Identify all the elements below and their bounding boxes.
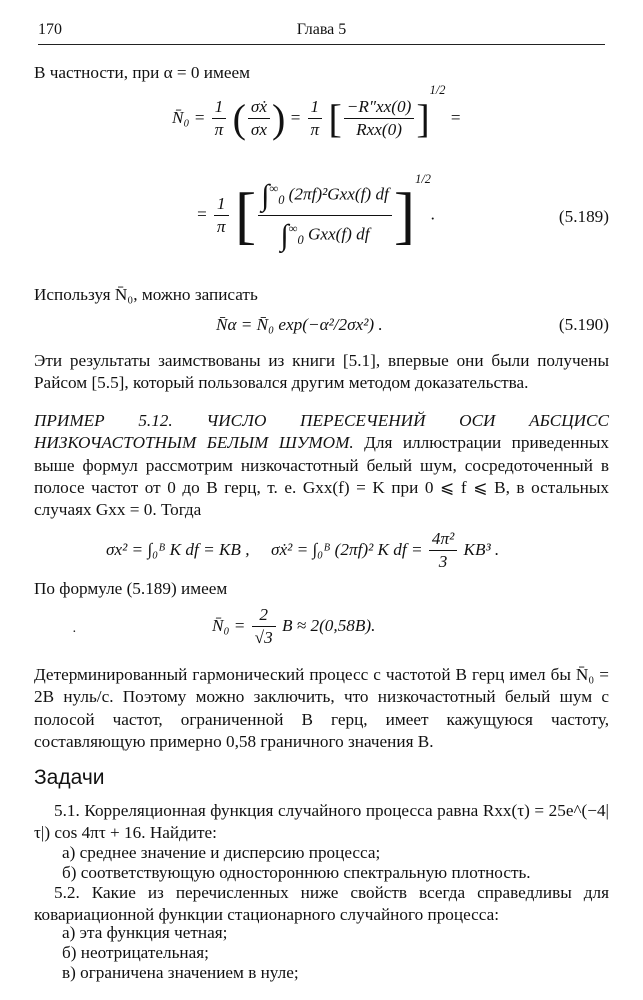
eq190-number: (5.190) (558, 315, 609, 334)
eq189-lhs: N̄₀ = (172, 107, 206, 127)
eq-sigma-tail: KB³ . (463, 539, 500, 559)
eq189-number: (5.189) (558, 207, 609, 226)
problem-5-1-a: а) среднее значение и дисперсию процесса; (62, 843, 381, 862)
problem-5-2-b: б) неотрицательная; (62, 943, 209, 962)
chapter-title: Глава 5 (296, 21, 347, 38)
eq-sigma-frac: $\frac{\text{4π²}}{3}$ (429, 528, 457, 574)
example-body: Для иллюстрации приведенных выше формул рассмотрим низкочастотный белый шум, сосредоточенный в полосе частот от 0 до B герц, т. е. Gxx(f) = K при 0 ⩽ f ⩽ B, в остальных случаях Gxx = 0. Тогда (34, 433, 609, 520)
problem-5-2: 5.2. Какие из перечисленных ниже свойств всегда справедливы для ковариационной функции стационарного случайного процесса: (34, 883, 609, 925)
eq189-frac-1-pi-b: $\frac{1}{\pi}$ (308, 96, 323, 142)
eq-sigma (106, 528, 609, 574)
eq189-sigma-ratio (248, 96, 270, 142)
using-line: Используя N̄₀, можно записать (34, 285, 258, 304)
eq189-integral-ratio (258, 176, 392, 255)
eq-sigma-left: σx² = ∫₀ᴮ K df = KB , (106, 539, 250, 559)
running-header (38, 20, 605, 42)
page-number: 170 (38, 21, 62, 38)
eq189-int-den: Gxx(f) df (307, 224, 370, 244)
paragraph-sources: Эти результаты заимствованы из книги [5.1], впервые они были получены Райсом [5.5], который пользовался другим методом доказательства. (34, 351, 609, 393)
eq-result-frac: $\frac{2}{√3}$ (252, 604, 276, 650)
eq189-r-den: Rxx(0) (344, 118, 415, 141)
eq-result-rhs: B ≈ 2(0,58B). (281, 615, 376, 635)
eq-sigma-right: σẋ² = ∫₀ᴮ (2πf)² K df = (271, 539, 423, 559)
eq189-int-num-row: $\int^\infty_0$ (2πf)²Gxx(f) df (261, 179, 389, 212)
eq189-r-num: −R″xx(0) (346, 97, 412, 116)
eq-result-lhs: N̄₀ = (212, 615, 246, 635)
example-title: ПРИМЕР 5.12. ЧИСЛО ПЕРЕСЕЧЕНИЙ ОСИ АБСЦИСС НИЗКОЧАСТОТНЫМ БЕЛЫМ ШУМОМ. (34, 411, 609, 453)
problem-5-1-b: б) соответствующую одностороннюю спектральную плотность. (62, 863, 531, 882)
eq190-formula: N̄α = N̄₀ exp(−α²/2σx²) . (216, 315, 383, 334)
problem-5-2-c: в) ограничена значением в нуле; (62, 963, 299, 982)
eq-result (212, 604, 609, 650)
intro-line: В частности, при α = 0 имеем (34, 63, 251, 82)
eq-5-189-line1: N̄₀ = $\frac{1}{\pi}$ ( $\frac{\text{σẋ}}{\sigma x}$ ) = $\frac{1}{\pi}$ [ $\frac{-R''xx(0)}{\text{Rxx(0)}}$ ]$^{1/2}$ = (172, 83, 462, 141)
problem-5-2-a: а) эта функция четная; (62, 923, 228, 942)
paragraph-conclusion: Детерминированный гармонический процесс с частотой B герц имел бы N̄₀ = 2B нуль/с. Поэтому можно заключить, что низкочастотный белый шум с полосой частот, ограниченной B герц, имеет кажущуюся частоту, составляющую примерно 0,58 граничного значения B. (34, 665, 609, 752)
eq189-frac-1-pi (212, 96, 227, 142)
eq-5-189-line2: = $\frac{1}{\pi}$ [ $\frac{\int^\infty_0 (2\pi f)^2Gxx(f) df}{\int^\infty_0 Gxx(f) df}$ ]$^{1/2}$. (196, 176, 609, 255)
eq189-one: 1 (214, 97, 224, 116)
section-heading-problems: Задачи (34, 766, 105, 789)
eq189-int-num: (2πf)²Gxx(f) df (288, 184, 389, 204)
eq189-sigma-x: σx (248, 118, 270, 141)
problem-5-1: 5.1. Корреляционная функция случайного процесса равна Rxx(τ) = 25e^(−4|τ|) cos 4πτ + 16. Найдите: (34, 801, 609, 843)
eq189-exp-half: 1/2 (429, 83, 446, 98)
eq189-r-ratio (344, 96, 415, 142)
eq189-int-den-row: $\int^\infty_0$ Gxx(f) df (258, 215, 392, 255)
eq189-pi: π (212, 118, 227, 141)
example-5-12 (34, 410, 609, 522)
eq189-sigma-dot-x: σẋ (250, 97, 267, 116)
stray-dot: · (72, 625, 77, 640)
by-formula-line: По формуле (5.189) имеем (34, 579, 228, 598)
header-rule (38, 44, 605, 45)
